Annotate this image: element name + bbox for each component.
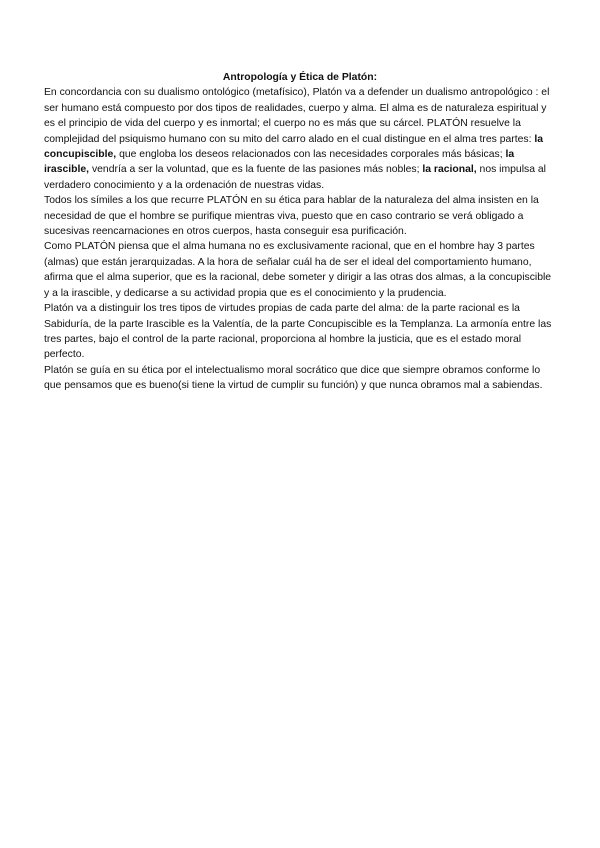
bold-term-racional: la racional, bbox=[422, 164, 477, 176]
paragraph-text: nos impulsa al verdadero conocimiento y a la ordenación de nuestras vidas. bbox=[44, 164, 546, 191]
paragraph-virtudes: Platón va a distinguir los tres tipos de virtudes propias de cada parte del alma: de la parte racional es la Sabiduría, de la parte Irascible es la Valentía, de la parte Concupiscible es la Templanza. La armonía entre las tres partes, bajo el control de la parte racional, proporciona al hombre la justicia, que es el estado moral perfecto. bbox=[44, 303, 552, 361]
paragraph-alma-racional: Como PLATÓN piensa que el alma humana no es exclusivamente racional, que en el hombre hay 3 partes (almas) que están jerarquizadas. A la hora de señalar cuál ha de ser el ideal del comportamiento humano, afirma que el alma superior, que es la racional, debe someter y dirigir a las otras dos almas, a la concupiscible y a la irascible, y dedicarse a su actividad propia que es el conocimiento y la prudencia. bbox=[44, 241, 552, 299]
bold-term-irascible: la irascible, bbox=[44, 149, 515, 176]
document-title: Antropología y Ética de Platón: bbox=[222, 72, 378, 83]
paragraph-intelectualismo: Platón se guía en su ética por el intelectualismo moral socrático que dice que siempre obramos conforme lo que pensamos que es bueno(si tiene la virtud de cumplir su función) y que nunca obramos mal a sabiendas. bbox=[44, 364, 543, 392]
document-page bbox=[44, 70, 556, 394]
paragraph-dualismo bbox=[44, 85, 556, 193]
paragraph-text: En concordancia con su dualismo ontológico (metafísico), Platón va a defender un dualismo antropológico : el ser humano está compuesto por dos tipos de realidades, cuerpo y alma. El alma es de naturaleza espiritual y es el principio de vida del cuerpo y es inmortal; el cuerpo no es más que su cárcel. PLATÓN resuelve la complejidad del psiquismo humano con su mito del carro alado en el cual distingue en el alma tres partes: bbox=[44, 87, 550, 145]
paragraph-text: que engloba los deseos relacionados con las necesidades corporales más básicas; bbox=[116, 149, 506, 161]
bold-term-concupiscible: la concupiscible, bbox=[44, 133, 544, 161]
paragraph-purificacion: Todos los símiles a los que recurre PLATÓN en su ética para hablar de la naturaleza del alma insisten en la necesidad de que el hombre se purifique mientras viva, puesto que en caso contrario se verá obligado a sucesivas reencarnaciones en otros cuerpos, hasta conseguir esa purificación. bbox=[44, 195, 539, 238]
paragraph-text: vendría a ser la voluntad, que es la fuente de las pasiones más nobles; bbox=[89, 164, 423, 176]
